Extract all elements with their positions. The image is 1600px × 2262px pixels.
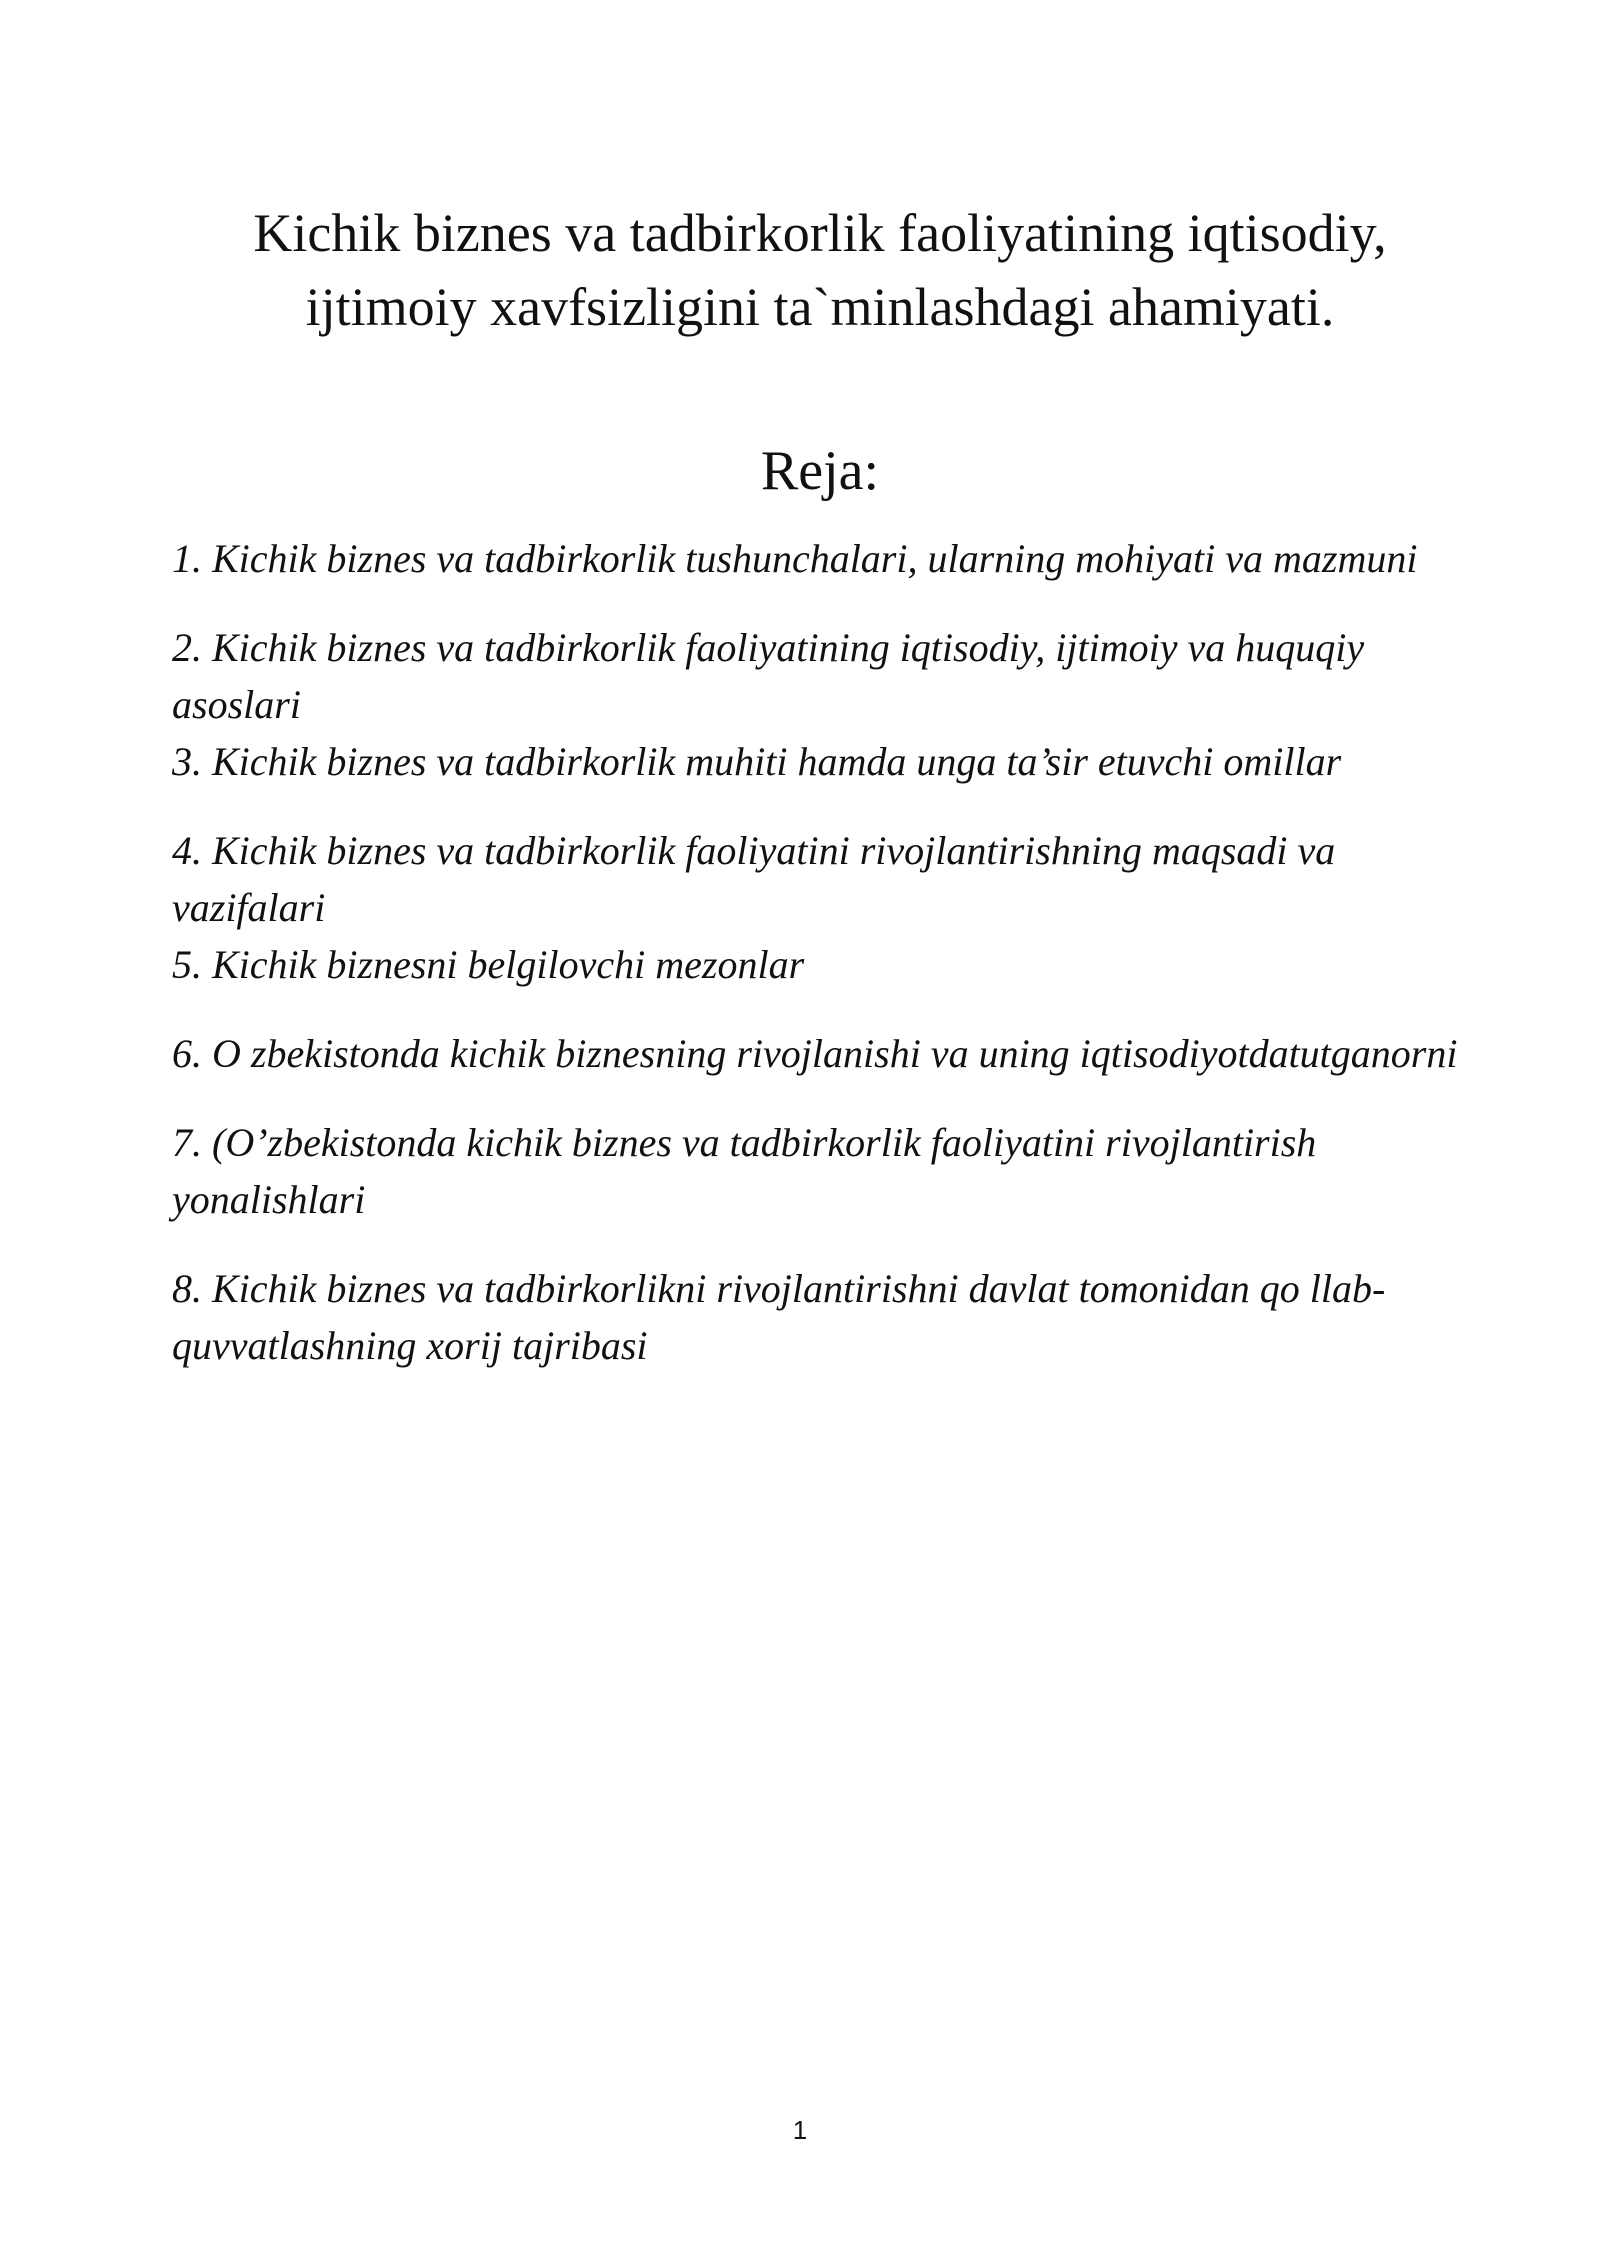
document-title-line-1: Kichik biznes va tadbirkorlik faoliyatining iqtisodiy, [253,203,1387,263]
plan-item-1: 1. Kichik biznes va tadbirkorlik tushunchalari, ularning mohiyati va mazmuni [172,536,1418,581]
plan-item-4: 4. Kichik biznes va tadbirkorlik faoliyatini rivojlantirishning maqsadi va vazifalari [172,828,1336,930]
page-number: 1 [792,2115,808,2145]
plan-list [172,530,1472,1374]
document-title [170,196,1470,344]
plan-item-5: 5. Kichik biznesni belgilovchi mezonlar [172,942,805,987]
plan-heading: Reja: [760,440,880,502]
document-title-line-2: ijtimoiy xavfsizligini ta`minlashdagi ahamiyati. [305,277,1335,337]
plan-item-8: 8. Kichik biznes va tadbirkorlikni rivojlantirishni davlat tomonidan qo llab-quvvatlashning xorij tajribasi [172,1266,1386,1368]
plan-item-3: 3. Kichik biznes va tadbirkorlik muhiti hamda unga ta’sir etuvchi omillar [172,739,1342,784]
plan-item-7: 7. (O’zbekistonda kichik biznes va tadbirkorlik faoliyatini rivojlantirish yonalishlari [172,1120,1317,1222]
plan-item-6: 6. O zbekistonda kichik biznesning rivojlanishi va uning iqtisodiyotdatutganorni [172,1031,1458,1076]
plan-item-2: 2. Kichik biznes va tadbirkorlik faoliyatining iqtisodiy, ijtimoiy va huquqiy asoslari [172,625,1365,727]
